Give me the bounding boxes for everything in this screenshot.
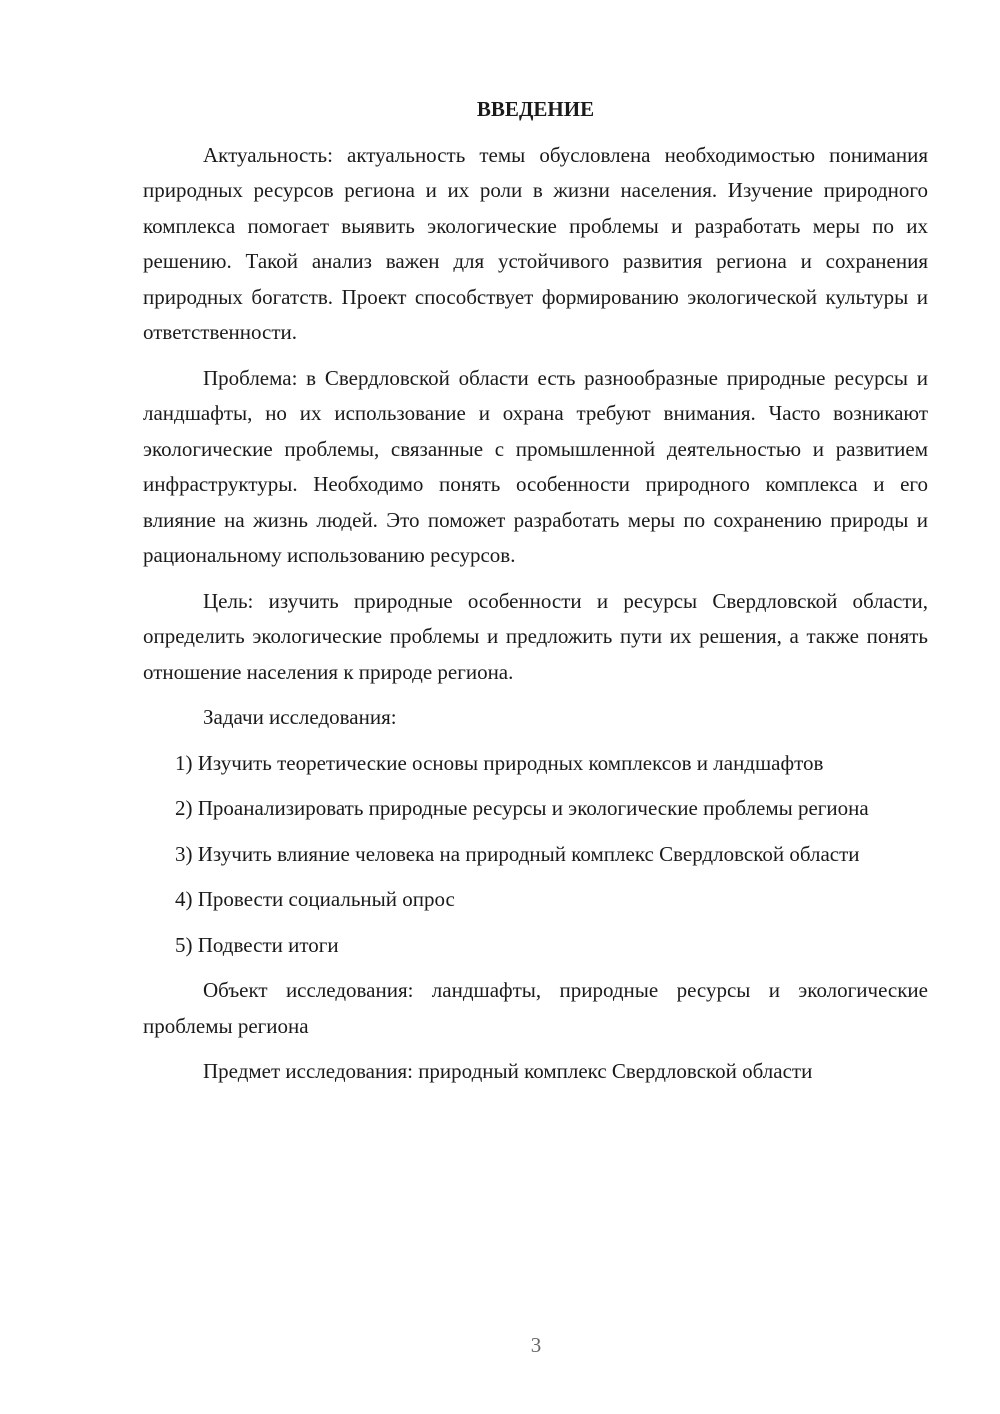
page-title: ВВЕДЕНИЕ <box>476 97 595 121</box>
document-page <box>143 92 928 1100</box>
paragraph-goal: Цель: изучить природные особенности и ресурсы Свердловской области, определить экологические проблемы и предложить пути их решения, а также понять отношение населения к природе региона. <box>143 588 928 684</box>
task-item-3: 3) Изучить влияние человека на природный комплекс Свердловской области <box>175 841 860 866</box>
task-item-1: 1) Изучить теоретические основы природных комплексов и ландшафтов <box>175 750 824 775</box>
page-number: 3 <box>530 1333 542 1357</box>
paragraph-relevance: Актуальность: актуальность темы обусловлена необходимостью понимания природных ресурсов региона и их роли в жизни населения. Изучение природного комплекса помогает выявить экологические проблемы и разработать меры по их решению. Такой анализ важен для устойчивого развития региона и сохранения природных богатств. Проект способствует формированию экологической культуры и ответственности. <box>143 142 928 344</box>
tasks-title: Задачи исследования: <box>203 705 397 729</box>
paragraph-subject: Предмет исследования: природный комплекс Свердловской области <box>203 1059 813 1083</box>
paragraph-problem: Проблема: в Свердловской области есть разнообразные природные ресурсы и ландшафты, но их использование и охрана требуют внимания. Часто возникают экологические проблемы, связанные с промышленной деятельностью и развитием инфраструктуры. Необходимо понять особенности природного комплекса и его влияние на жизнь людей. Это поможет разработать меры по сохранению природы и рациональному использованию ресурсов. <box>143 365 928 567</box>
task-item-2: 2) Проанализировать природные ресурсы и экологические проблемы региона <box>175 796 869 820</box>
task-item-4: 4) Провести социальный опрос <box>175 887 455 911</box>
paragraph-object: Объект исследования: ландшафты, природные ресурсы и экологические проблемы региона <box>143 978 928 1038</box>
task-item-5: 5) Подвести итоги <box>175 932 339 957</box>
